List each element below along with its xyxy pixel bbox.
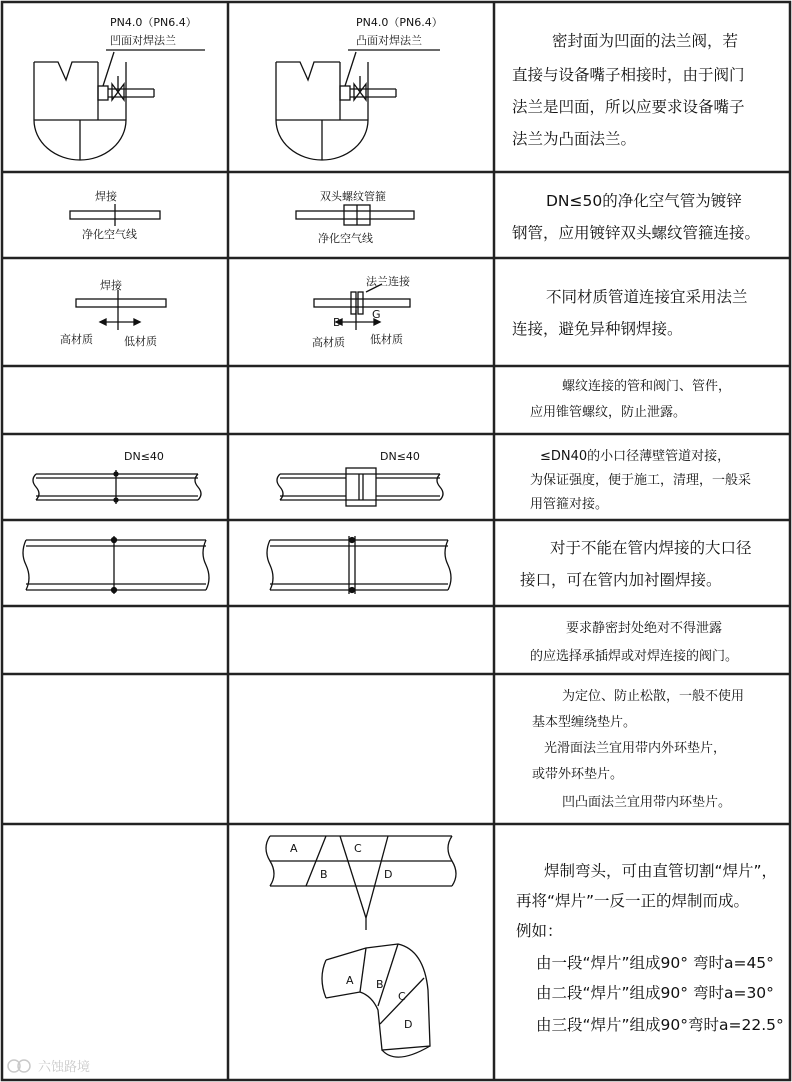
- row-2-left-label-weld: 焊接: [95, 190, 117, 203]
- row-3-left-label-weld: 焊接: [100, 279, 122, 292]
- row-5-note-line-3: 用管箍对接。: [530, 497, 609, 512]
- row-8-note-line-4: 或带外环垫片。: [532, 767, 624, 782]
- row-3-left-label-high: 高材质: [60, 333, 93, 346]
- row-8-note: [532, 688, 744, 810]
- row-3-note-line-2: 连接，避免异种钢焊接。: [512, 320, 683, 338]
- row-3-mid-label-flange: 法兰连接: [366, 275, 410, 288]
- row-1-note-line-2: 直接与设备嘴子相接时，由于阀门: [512, 66, 745, 84]
- row-9-note-line-5: 由二段“焊片”组成90° 弯时a=30°: [536, 984, 774, 1002]
- row-6-note-line-1: 对于不能在管内焊接的大口径: [550, 539, 752, 557]
- row-7-note-line-1: 要求静密封处绝对不得泄露: [566, 621, 723, 636]
- row-3-note: [512, 288, 748, 338]
- row-9-note-line-4: 由一段“焊片”组成90° 弯时a=45°: [536, 954, 774, 972]
- row-4-note-line-2: 应用锥管螺纹，防止泄露。: [530, 405, 687, 420]
- row-3-left-diagram: [76, 290, 166, 330]
- row-3-mid-diagram: [314, 284, 410, 330]
- row-2-left-label-line: 净化空气线: [82, 228, 137, 241]
- row-7-note: [530, 620, 738, 664]
- row-5-note-line-1: ≤DN40的小口径薄壁管道对接，: [540, 449, 731, 464]
- row-8-note-line-1: 为定位、防止松散，一般不使用: [562, 689, 745, 704]
- row-9-note-line-3: 例如：: [516, 922, 563, 940]
- row-2-note-line-2: 钢管，应用镀锌双头螺纹管箍连接。: [512, 224, 761, 242]
- row-5-left-diagram: [33, 470, 201, 504]
- row-3-mid-label-b: B: [333, 316, 341, 329]
- row-9-note-line-2: 再将“焊片”一反一正的焊制而成。: [516, 892, 750, 910]
- row-1-note: [512, 32, 745, 148]
- row-3-left-label-low: 低材质: [124, 335, 157, 348]
- row-4-note: [530, 378, 731, 420]
- row-3-note-line-1: 不同材质管道连接宜采用法兰: [546, 288, 748, 306]
- row-1-note-line-3: 法兰是凹面，所以应要求设备嘴子: [512, 98, 745, 116]
- watermark-text: 六蚀路境: [38, 1060, 91, 1075]
- row-1-mid-label-flange: 凸面对焊法兰: [356, 34, 422, 47]
- row-9-cut-label-c: C: [354, 842, 362, 855]
- row-9-cut-label-b: B: [320, 868, 328, 881]
- row-2-mid-diagram: [296, 205, 414, 225]
- row-6-note: [520, 539, 752, 589]
- row-1-left-label-pn: PN4.0（PN6.4）: [110, 16, 197, 29]
- row-1-left-label-flange: 凹面对焊法兰: [110, 34, 176, 47]
- row-1-note-line-4: 法兰为凸面法兰。: [512, 130, 637, 148]
- row-2-mid-label-line: 净化空气线: [318, 232, 373, 245]
- row-9-elbow-label-a: A: [346, 974, 354, 987]
- row-1-left-diagram: [34, 50, 205, 160]
- row-7-note-line-2: 的应选择承插焊或对焊连接的阀门。: [530, 649, 739, 664]
- row-3-mid-label-high: 高材质: [312, 336, 345, 349]
- row-9-elbow-label-c: C: [398, 990, 406, 1003]
- row-2-left-diagram: [70, 204, 160, 226]
- row-9-note-line-1: 焊制弯头，可由直管切割“焊片”，: [544, 862, 778, 880]
- row-5-mid-label-dn: DN≤40: [380, 450, 420, 463]
- row-3-mid-label-g: G: [372, 308, 381, 321]
- row-2-note-line-1: DN≤50的净化空气管为镀锌: [546, 192, 742, 210]
- row-5-left-label-dn: DN≤40: [124, 450, 164, 463]
- row-9-mid-diagram: [266, 836, 456, 1057]
- row-6-mid-diagram: [267, 536, 451, 594]
- row-9-cut-label-a: A: [290, 842, 298, 855]
- row-1-note-line-1: 密封面为凹面的法兰阀，若: [552, 32, 739, 50]
- row-8-note-line-2: 基本型缠绕垫片。: [532, 715, 637, 730]
- row-9-elbow-label-b: B: [376, 978, 384, 991]
- row-1-mid-diagram: [276, 50, 440, 160]
- row-8-note-line-5: 凹凸面法兰宜用带内环垫片。: [562, 795, 732, 810]
- row-8-note-line-3: 光滑面法兰宜用带内外环垫片，: [544, 741, 727, 756]
- watermark: [8, 1059, 90, 1075]
- row-4-note-line-1: 螺纹连接的管和阀门、管件，: [562, 379, 732, 394]
- row-9-note: [516, 862, 784, 1034]
- row-9-note-line-6: 由三段“焊片”组成90°弯时a=22.5°: [536, 1016, 784, 1034]
- row-2-note: [512, 192, 760, 242]
- row-9-elbow-label-d: D: [404, 1018, 413, 1031]
- row-6-left-diagram: [23, 536, 209, 594]
- row-5-note: [530, 448, 751, 512]
- row-2-mid-label-coupling: 双头螺纹管箍: [320, 190, 386, 203]
- row-1-mid-label-pn: PN4.0（PN6.4）: [356, 16, 443, 29]
- row-5-mid-diagram: [277, 468, 443, 506]
- row-5-note-line-2: 为保证强度，便于施工，清理，一般采: [530, 473, 752, 488]
- row-9-cut-label-d: D: [384, 868, 393, 881]
- row-3-mid-label-low: 低材质: [370, 333, 403, 346]
- row-6-note-line-2: 接口，可在管内加衬圈焊接。: [520, 571, 722, 589]
